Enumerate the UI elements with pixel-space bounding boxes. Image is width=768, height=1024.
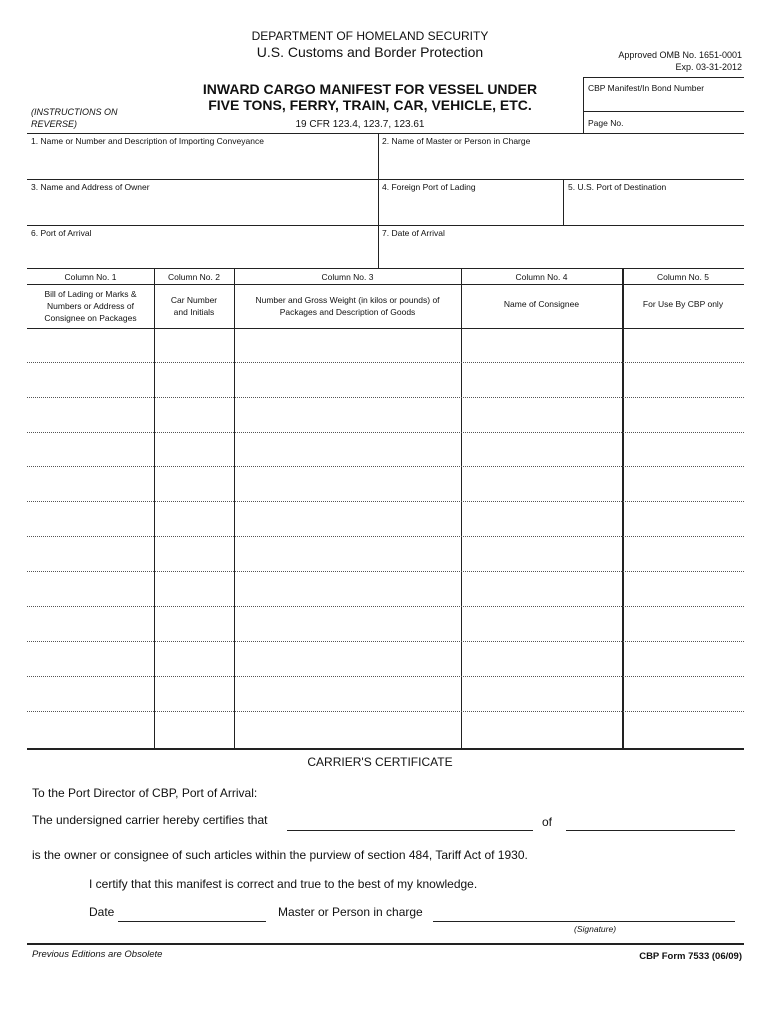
fields-top-border <box>27 133 744 134</box>
column-5-description: For Use By CBP only <box>642 299 724 309</box>
certificate-addressee: To the Port Director of CBP, Port of Arrival: <box>32 786 258 800</box>
page-number-field[interactable] <box>630 113 742 132</box>
certify-statement: I certify that this manifest is correct and true to the best of my knowledge. <box>89 877 478 891</box>
instructions-note-line2: REVERSE) <box>31 119 78 129</box>
fields-row2-border <box>27 179 744 180</box>
date-label: Date <box>89 905 115 919</box>
field-2-label: 2. Name of Master or Person in Charge <box>382 136 531 146</box>
table-number-row-border <box>27 284 744 285</box>
manifest-box-divider <box>583 111 744 112</box>
conveyance-input[interactable] <box>30 148 374 178</box>
signature-line[interactable] <box>433 921 735 922</box>
date-line[interactable] <box>118 921 266 922</box>
manifest-number-field[interactable] <box>584 95 742 110</box>
omb-number: Approved OMB No. 1651-0001 <box>618 50 742 60</box>
foreign-port-input[interactable] <box>381 194 559 224</box>
master-label: Master or Person in charge <box>278 905 423 919</box>
column-2-description: Car Number and Initials <box>170 295 218 317</box>
master-name-input[interactable] <box>381 148 741 178</box>
fields-center-divider <box>378 133 379 268</box>
arrival-port-input[interactable] <box>30 240 374 267</box>
field-3-label: 3. Name and Address of Owner <box>31 182 150 192</box>
fields-row2-divider <box>563 179 564 225</box>
instructions-note-line1: (INSTRUCTIONS ON <box>31 107 118 117</box>
carrier-name-line[interactable] <box>287 830 533 831</box>
page-number-label: Page No. <box>588 118 624 128</box>
of-label: of <box>542 815 553 829</box>
signature-caption: (Signature) <box>574 924 617 934</box>
cfr-reference: 19 CFR 123.4, 123.7, 123.61 <box>295 119 425 130</box>
field-7-label: 7. Date of Arrival <box>382 228 445 238</box>
table-header-bottom-border <box>27 328 744 329</box>
form-title-line2: FIVE TONS, FERRY, TRAIN, CAR, VEHICLE, ETC. <box>208 97 532 113</box>
column-5-number: Column No. 5 <box>657 272 709 282</box>
owner-statement: is the owner or consignee of such articles within the purview of section 484, Tariff Act of 1930. <box>32 848 528 862</box>
column-3-number: Column No. 3 <box>321 272 374 282</box>
manifest-box-top-border <box>583 77 744 78</box>
column-3-description: Number and Gross Weight (in kilos or pounds) of Packages and Description of Goods <box>255 295 440 317</box>
column-4-number: Column No. 4 <box>515 272 568 282</box>
footer-border <box>27 943 744 945</box>
table-bottom-border <box>27 748 744 750</box>
field-6-label: 6. Port of Arrival <box>31 228 92 238</box>
certificate-heading: CARRIER'S CERTIFICATE <box>307 755 453 769</box>
manifest-number-label: CBP Manifest/In Bond Number <box>588 83 705 93</box>
agency-name: U.S. Customs and Border Protection <box>256 44 484 60</box>
owner-input[interactable] <box>30 194 374 224</box>
omb-expiration: Exp. 03-31-2012 <box>675 62 742 72</box>
field-1-label: 1. Name or Number and Description of Importing Conveyance <box>31 136 264 146</box>
department-name: DEPARTMENT OF HOMELAND SECURITY <box>251 29 489 43</box>
form-number: CBP Form 7533 (06/09) <box>639 951 742 962</box>
fields-row3-border <box>27 225 744 226</box>
destination-port-input[interactable] <box>566 194 741 224</box>
arrival-date-input[interactable] <box>381 240 741 267</box>
column-1-description: Bill of Lading or Marks & Numbers or Address of Consignee on Packages <box>44 289 137 323</box>
manifest-entry-area[interactable] <box>28 330 743 746</box>
field-5-label: 5. U.S. Port of Destination <box>568 182 667 192</box>
form-title-line1: INWARD CARGO MANIFEST FOR VESSEL UNDER <box>202 81 538 97</box>
column-2-number: Column No. 2 <box>168 272 220 282</box>
certifies-label: The undersigned carrier hereby certifies that <box>32 813 268 827</box>
carrier-of-line[interactable] <box>566 830 735 831</box>
obsolete-note: Previous Editions are Obsolete <box>32 949 163 960</box>
column-4-description: Name of Consignee <box>503 299 580 309</box>
table-top-border <box>27 268 744 269</box>
column-1-number: Column No. 1 <box>64 272 117 282</box>
field-4-label: 4. Foreign Port of Lading <box>382 182 476 192</box>
